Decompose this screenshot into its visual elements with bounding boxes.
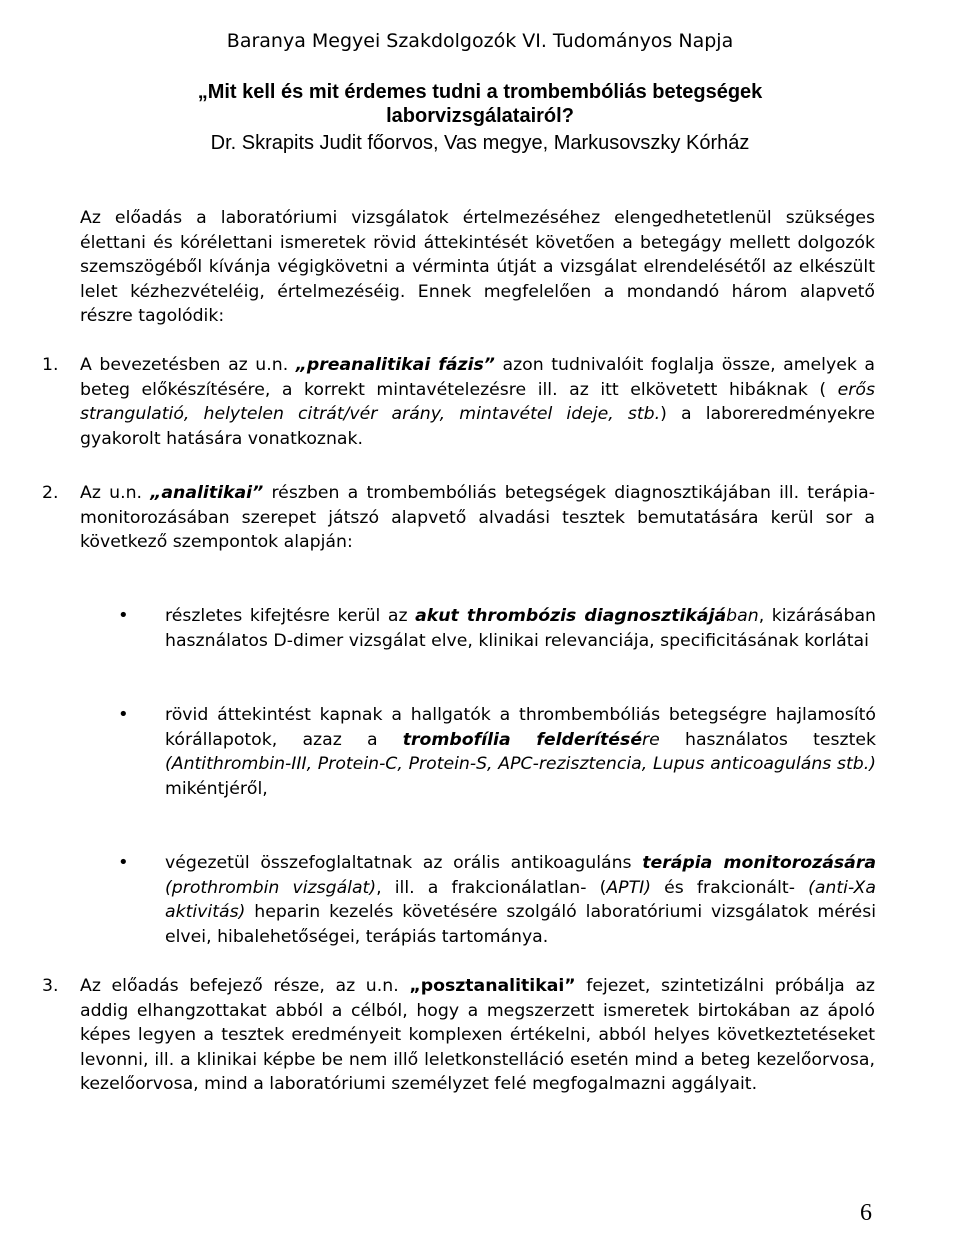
- section-3-number: 3.: [42, 976, 59, 996]
- section-1-mid: azon tudnivalóit foglalja össze, amelyek a beteg előkészítésére, a korrekt mintavételezésre ill. az itt elkövetett hibáknak (: [80, 355, 876, 400]
- section-2-paragraph: [80, 481, 875, 555]
- author-line: Dr. Skrapits Judit főorvos, Vas megye, Markusovszky Kórház: [210, 132, 750, 154]
- bullet-item-1: részletes kifejtésre kerül az akut thrombózis diagnosztikájában, kizárásában használatos D-dimer vizsgálat elve, klinikai relevanciája, specificitásának korlátai: [165, 606, 876, 651]
- section-1-term: „preanalitikai fázis”: [295, 355, 495, 375]
- bullet-icon: •: [118, 605, 129, 626]
- section-3-term: „posztanalitikai”: [409, 976, 576, 996]
- title-line-2: laborvizsgálatairól?: [386, 105, 574, 127]
- section-1-number: 1.: [42, 355, 59, 375]
- section-2-term: „analitikai”: [150, 483, 264, 503]
- section-1-post: ) a laboreredményekre gyakorolt hatására vonatkoznak.: [80, 404, 875, 449]
- bullet-2-examples: (Antithrombin-III, Protein-C, Protein-S, APC-rezisztencia, Lupus anticoaguláns stb.): [165, 754, 876, 774]
- section-2-post: részben a trombembóliás betegségek diagnosztikájában ill. terápia- monitorozásában szerepet játszó alapvető alvadási tesztek bemutatására kerül sor a következő szempontok alapján:: [80, 483, 875, 552]
- bullet-icon: •: [118, 704, 129, 725]
- bullet-item-3: végezetül összefoglaltatnak az orális antikoaguláns terápia monitorozására (prothrombin vizsgálat), ill. a frakcionálatlan- (APTI) és frakcionált- (anti-Xa aktivitás) heparin kezelés követésére szolgáló laboratóriumi vizsgálatok mérési elvei, hibalehetőségei, terápiás tartománya.: [165, 853, 876, 947]
- intro-paragraph: Az előadás a laboratóriumi vizsgálatok értelmezéséhez elengedhetetlenül szükséges élettani és kórélettani ismeretek rövid áttekintését követően a betegágy mellett dolgozók szemszögéből kívánja végigkövetni a vérminta útját a vizsgálat elrendelésétől az elkészült lelet kézhezvételéig, értelmezéséig. Ennek megfelelően a mondandó három alapvető részre tagolódik:: [80, 208, 875, 326]
- section-1-pre: A bevezetésben az u.n.: [80, 355, 296, 375]
- running-header: Baranya Megyei Szakdolgozók VI. Tudományos Napja: [226, 30, 734, 52]
- section-1-examples: erős strangulatió, helytelen citrát/vér arány, mintavétel ideje, stb.: [80, 379, 875, 424]
- bullet-item-2: rövid áttekintést kapnak a hallgatók a thrombembóliás betegségre hajlamosító kórállapotok, azaz a trombofília felderítésére használatos tesztek (Antithrombin-III, Protein-C, Protein-S, APC-rezisztencia, Lupus anticoaguláns stb.) mikéntjéről,: [165, 705, 877, 799]
- section-2-number: 2.: [42, 483, 59, 503]
- section-1-paragraph: [80, 353, 875, 451]
- bullet-2-term: trombofília felderítésé: [402, 729, 643, 750]
- section-2-pre: Az u.n.: [80, 483, 151, 503]
- page-number: 6: [860, 1200, 872, 1226]
- bullet-1-term: akut thrombózis diagnosztikájá: [415, 606, 727, 626]
- title-line-1: „Mit kell és mit érdemes tudni a trombembóliás betegségek: [197, 81, 763, 103]
- bullet-icon: •: [118, 852, 129, 873]
- section-3-paragraph: Az előadás befejező része, az u.n. „posztanalitikai” fejezet, szintetizálni próbálja az addig elhangzottakat abból a célból, hogy a megszerzett ismeretek birtokában az ápoló képes legyen a tesztek eredményeit komplexen értékelni, abból helyes következtetéseket levonni, ill. a klinikai képbe be nem illő leletkonstelláció esetén mind a beteg kezelőorvosa, kezelőorvosa, mind a laboratóriumi személyzet felé megfogalmazni aggályait.: [80, 976, 876, 1094]
- document-title: [80, 80, 880, 128]
- bullet-3-term: terápia monitorozására: [642, 853, 876, 873]
